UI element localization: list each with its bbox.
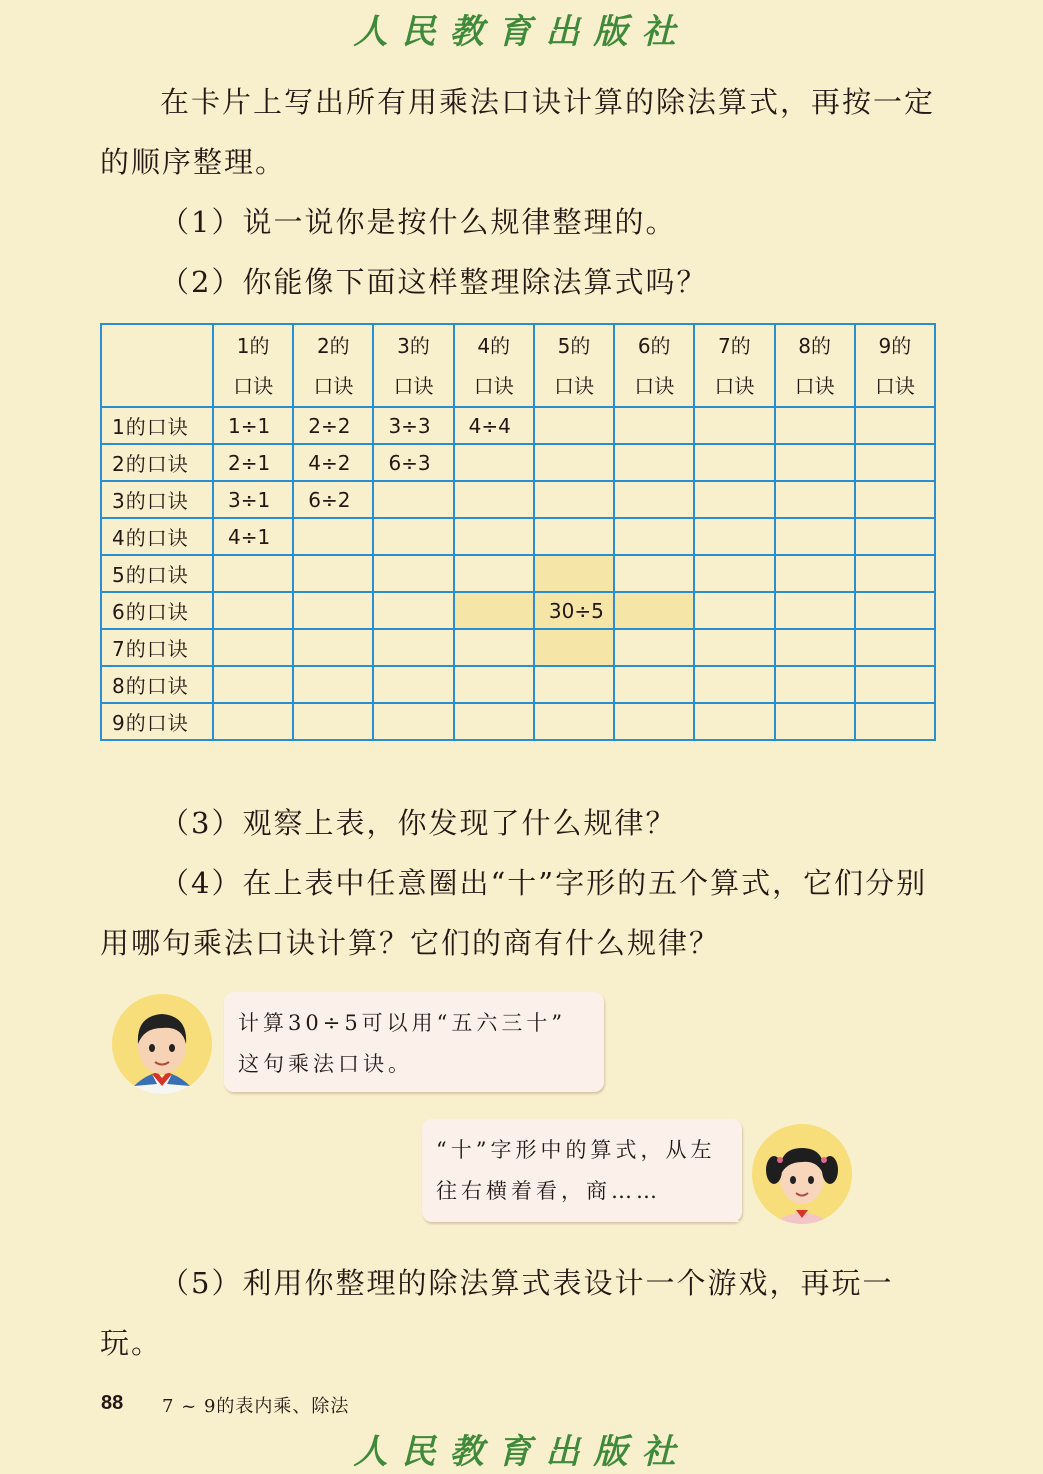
column-header-bottom: 口诀 (473, 373, 514, 398)
table-cell (373, 518, 453, 555)
column-header-top: 4的 (477, 333, 511, 358)
intro-paragraph: 在卡片上写出所有用乘法口诀计算的除法算式，再按一定的顺序整理。 (100, 85, 936, 179)
table-cell (614, 481, 694, 518)
table-cell (373, 666, 453, 703)
table-cell (855, 629, 935, 666)
column-header (694, 324, 774, 407)
column-header-bottom: 口诀 (553, 373, 594, 398)
table-cell (293, 629, 373, 666)
column-header-top: 3的 (397, 333, 430, 358)
table-cell (454, 592, 534, 629)
table-cell (454, 444, 534, 481)
column-header (213, 324, 293, 407)
table-row (101, 592, 935, 629)
column-header-top: 1的 (236, 333, 270, 358)
table-cell (454, 629, 534, 666)
table-cell (614, 407, 694, 444)
row-header: 8的口诀 (101, 666, 213, 703)
table-cell (855, 666, 935, 703)
boy-speech-bubble (224, 992, 604, 1092)
table-row (101, 555, 935, 592)
column-header (373, 324, 453, 407)
row-header: 5的口诀 (101, 555, 213, 592)
table-cell (454, 666, 534, 703)
table-row (101, 666, 935, 703)
table-cell (534, 481, 614, 518)
chapter-title: 7 ~ 9的表内乘、除法 (162, 1396, 350, 1417)
table-cell: 4÷2 (293, 444, 373, 481)
table-cell (454, 481, 534, 518)
table-cell (454, 703, 534, 740)
column-header-bottom: 口诀 (874, 373, 915, 398)
row-header: 2的口诀 (101, 444, 213, 481)
column-header-bottom: 口诀 (714, 373, 755, 398)
table-cell (534, 518, 614, 555)
table-cell (614, 518, 694, 555)
table-cell (293, 666, 373, 703)
table-cell: 2÷2 (293, 407, 373, 444)
table-cell (775, 407, 855, 444)
table-cell (614, 444, 694, 481)
column-header-bottom: 口诀 (794, 373, 835, 398)
division-table (100, 323, 936, 741)
column-header-top: 8的 (798, 333, 831, 358)
table-cell (534, 629, 614, 666)
table-cell: 2÷1 (213, 444, 293, 481)
row-header: 9的口诀 (101, 703, 213, 740)
table-cell (694, 444, 774, 481)
row-header: 7的口诀 (101, 629, 213, 666)
table-row (101, 407, 935, 444)
table-cell (775, 666, 855, 703)
girl-bubble-tail (722, 1208, 740, 1222)
table-cell (855, 518, 935, 555)
column-header-top: 5的 (557, 333, 591, 358)
question-3: （3）观察上表，你发现了什么规律？ (160, 806, 677, 840)
question-2: （2）你能像下面这样整理除法算式吗？ (160, 265, 708, 299)
table-cell (213, 629, 293, 666)
table-cell (213, 592, 293, 629)
table-corner-cell (101, 324, 213, 407)
table-cell (293, 555, 373, 592)
table-cell (213, 703, 293, 740)
table-cell (775, 518, 855, 555)
table-cell (775, 444, 855, 481)
table-cell (855, 592, 935, 629)
question-1: （1）说一说你是按什么规律整理的。 (160, 205, 677, 239)
column-header (293, 324, 373, 407)
column-header-top: 6的 (637, 333, 671, 358)
boy-bubble-line-1: 计算30÷5可以用“五六三十” (238, 1011, 567, 1035)
table-row (101, 444, 935, 481)
table-cell (694, 666, 774, 703)
girl-avatar (752, 1124, 852, 1224)
table-cell (694, 518, 774, 555)
table-cell (694, 592, 774, 629)
column-header-bottom: 口诀 (313, 373, 354, 398)
table-cell (614, 666, 694, 703)
table-cell (373, 703, 453, 740)
table-cell (694, 555, 774, 592)
table-cell (534, 407, 614, 444)
row-header: 4的口诀 (101, 518, 213, 555)
table-cell (213, 555, 293, 592)
table-cell: 6÷2 (293, 481, 373, 518)
table-cell (775, 555, 855, 592)
table-cell (775, 629, 855, 666)
table-cell (694, 703, 774, 740)
table-cell: 4÷1 (213, 518, 293, 555)
table-cell (454, 555, 534, 592)
column-header (775, 324, 855, 407)
table-cell (534, 555, 614, 592)
table-cell (855, 703, 935, 740)
column-header (534, 324, 614, 407)
girl-bubble-line-1: “十”字形中的算式，从左 (436, 1138, 716, 1162)
publisher-logo-bottom: 人民教育出版社 (353, 1432, 690, 1472)
column-header (614, 324, 694, 407)
column-header-bottom: 口诀 (634, 373, 675, 398)
table-cell (614, 555, 694, 592)
boy-bubble-line-2: 这句乘法口诀。 (238, 1052, 413, 1076)
table-cell (534, 666, 614, 703)
table-cell (534, 703, 614, 740)
table-cell (373, 555, 453, 592)
table-cell (775, 481, 855, 518)
table-cell (213, 666, 293, 703)
column-header-top: 2的 (316, 333, 350, 358)
boy-avatar (112, 994, 212, 1094)
row-header: 1的口诀 (101, 407, 213, 444)
question-4: （4）在上表中任意圈出“十”字形的五个算式，它们分别用哪句乘法口诀计算？它们的商有什么规律？ (100, 866, 928, 960)
table-cell (293, 518, 373, 555)
table-row (101, 703, 935, 740)
table-cell (614, 592, 694, 629)
table-cell (855, 555, 935, 592)
column-header-top: 9的 (878, 333, 912, 358)
table-cell (373, 592, 453, 629)
row-header: 3的口诀 (101, 481, 213, 518)
page-number: 88 (101, 1392, 124, 1414)
table-cell (293, 703, 373, 740)
column-header (454, 324, 534, 407)
table-cell (293, 592, 373, 629)
table-cell (855, 481, 935, 518)
column-header-bottom: 口诀 (233, 373, 274, 398)
table-cell (855, 407, 935, 444)
table-row (101, 481, 935, 518)
column-header (855, 324, 935, 407)
column-header-top: 7的 (718, 333, 751, 358)
table-cell (694, 481, 774, 518)
table-cell: 6÷3 (373, 444, 453, 481)
table-cell (614, 703, 694, 740)
table-cell (775, 592, 855, 629)
column-header-bottom: 口诀 (393, 373, 434, 398)
girl-speech-bubble (422, 1119, 742, 1222)
table-cell: 3÷3 (373, 407, 453, 444)
table-cell (694, 407, 774, 444)
table-cell (373, 629, 453, 666)
table-cell: 4÷4 (454, 407, 534, 444)
girl-bubble-line-2: 往右横着看，商…… (436, 1179, 661, 1203)
table-cell (454, 518, 534, 555)
question-5: （5）利用你整理的除法算式表设计一个游戏，再玩一玩。 (100, 1266, 894, 1360)
publisher-logo-top: 人民教育出版社 (353, 12, 690, 52)
table-cell (373, 481, 453, 518)
row-header: 6的口诀 (101, 592, 213, 629)
table-cell (775, 703, 855, 740)
table-cell (694, 629, 774, 666)
table-cell (614, 629, 694, 666)
table-cell: 1÷1 (213, 407, 293, 444)
table-cell: 30÷5 (534, 592, 614, 629)
table-row (101, 629, 935, 666)
table-cell (534, 444, 614, 481)
table-row (101, 518, 935, 555)
table-cell (855, 444, 935, 481)
table-cell: 3÷1 (213, 481, 293, 518)
